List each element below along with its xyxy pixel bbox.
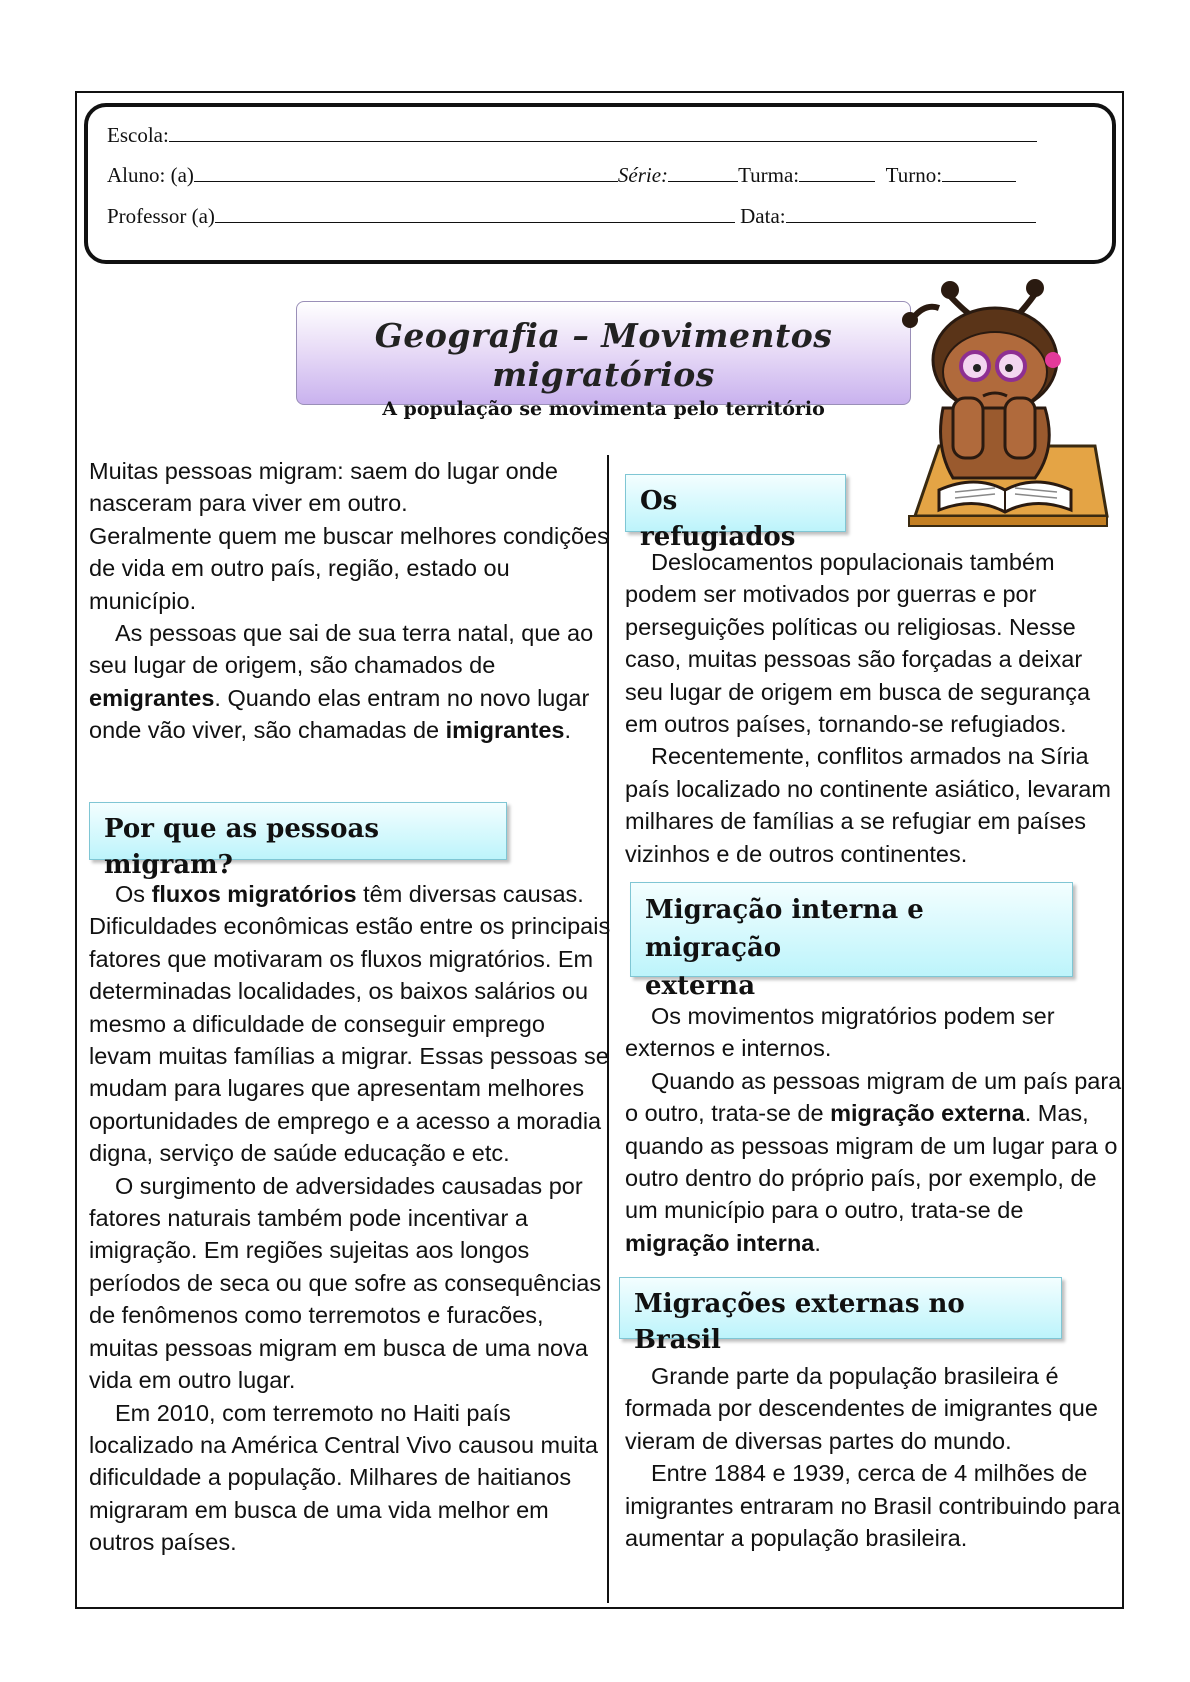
student-line <box>107 161 1016 187</box>
school-line <box>107 121 1037 147</box>
teacher-line <box>107 202 1036 228</box>
internal-paragraph-1: Os movimentos migratórios podem ser externos e internos. <box>625 1003 1055 1062</box>
refugees-paragraph-1: Deslocamentos populacionais também podem ser motivados por guerras e por perseguições políticas ou religiosas. Nesse caso, muitas pessoas são forçadas a deixar seu lugar de origem em busca de segurança em outros países, tornando-se refugiados. <box>625 549 1091 738</box>
shift-field[interactable] <box>942 161 1016 182</box>
int2-text-c: . Mas, quando as pessoas migram de um lugar para o outro dentro do próprio país, por exemplo, de um município para o outro, trata-se de <box>625 1100 1118 1224</box>
intro-paragraph-2: Geralmente quem me buscar melhores condições de vida em outro país, região, estado ou município. <box>89 522 609 614</box>
intro3-text-e: . <box>564 717 572 744</box>
grade-label: Série: <box>617 163 669 187</box>
internal-paragraph-2 <box>625 1065 1130 1259</box>
page-title: Geografia – Movimentos migratórios <box>374 316 833 394</box>
term-imigrantes: imigrantes <box>445 717 565 744</box>
heading-internal-line-1: Migração interna e migração <box>645 895 924 963</box>
heading-internal-line-2: externa <box>645 971 756 1001</box>
brazil-paragraph-2: Entre 1884 e 1939, cerca de 4 milhões de imigrantes entraram no Brasil contribuindo para aumentar a população brasileira. <box>625 1460 1121 1552</box>
right-internal <box>625 1000 1130 1259</box>
why-paragraph-2: O surgimento de adversidades causadas por fatores naturais também pode incentivar a imigração. Em regiões sujeitas aos longos períodos de seca ou que sofre as consequências de fenômenos como terremotos e furacões, muitas pessoas migram em busca de uma nova vida em outro lugar. <box>89 1172 602 1394</box>
teacher-field[interactable] <box>215 202 735 223</box>
brazil-paragraph-1: Grande parte da população brasileira é formada por descendentes de imigrantes que vieram de diversas partes do mundo. <box>625 1363 1098 1454</box>
school-field[interactable] <box>169 121 1037 142</box>
heading-why-migrate: Por que as pessoas migram? <box>89 802 507 860</box>
class-field[interactable] <box>799 161 875 182</box>
teacher-label: Professor (a) <box>107 204 215 228</box>
heading-external-brazil: Migrações externas no Brasil <box>619 1277 1062 1339</box>
date-field[interactable] <box>786 202 1036 223</box>
why-paragraph-3: Em 2010, com terremoto no Haiti país localizado na América Central Vivo causou muita dificuldade a população. Milhares de haitianos migraram em busca de uma vida melhor em outros países. <box>89 1399 599 1556</box>
left-intro <box>89 455 609 747</box>
intro3-text-c: . Quando elas entram no novo lugar onde vão viver, são chamadas de <box>89 684 590 744</box>
school-label: Escola: <box>107 123 169 147</box>
girl-reading-illustration <box>895 278 1115 528</box>
grade-field[interactable] <box>668 161 738 182</box>
why-paragraph-1 <box>89 878 611 1170</box>
right-refugees <box>625 546 1125 870</box>
heading-refugees: Os refugiados <box>625 474 846 532</box>
intro-paragraph-1: Muitas pessoas migram: saem do lugar onde nasceram para viver em outro. <box>89 458 558 517</box>
student-field[interactable] <box>194 161 618 182</box>
left-why <box>89 878 611 1559</box>
shift-label: Turno: <box>885 163 943 187</box>
title-banner <box>296 301 911 420</box>
why1-text-a: Os <box>115 881 152 907</box>
term-migracao-interna: migração interna <box>625 1229 815 1256</box>
class-label: Turma: <box>738 163 800 187</box>
student-label: Aluno: (a) <box>107 163 194 187</box>
heading-internal-external <box>630 882 1073 1001</box>
term-fluxos-migratorios: fluxos migratórios <box>151 881 357 907</box>
int2-text-e: . <box>814 1229 821 1256</box>
term-emigrantes: emigrantes <box>89 684 215 711</box>
right-brazil <box>625 1360 1130 1554</box>
refugees-paragraph-2: Recentemente, conflitos armados na Síria país localizado no continente asiático, levaram milhares de famílias a se refugiar em países vizinhos e de outros continentes. <box>625 743 1111 867</box>
intro3-text-a: As pessoas que sai de sua terra natal, que ao seu lugar de origem, são chamados de <box>89 620 594 679</box>
date-label: Data: <box>740 204 786 228</box>
int2-text-a: Quando as pessoas migram de um país para o outro, trata-se de <box>625 1067 1122 1127</box>
term-migracao-externa: migração externa <box>830 1100 1025 1127</box>
intro-paragraph-3 <box>89 617 609 747</box>
why1-text-c: têm diversas causas. Dificuldades econômicas estão entre os principais fatores que motivaram os fluxos migratórios. Em determinadas localidades, os baixos salários ou mesmo a dificuldade de conseguir emprego levam muitas famílias a migrar. Essas pessoas se mudam para lugares que apresentam melhores oportunidades de emprego e a acesso a moradia digna, serviço de saúde educação e etc. <box>89 881 611 1167</box>
page-subtitle: A população se movimenta pelo território <box>382 398 825 420</box>
